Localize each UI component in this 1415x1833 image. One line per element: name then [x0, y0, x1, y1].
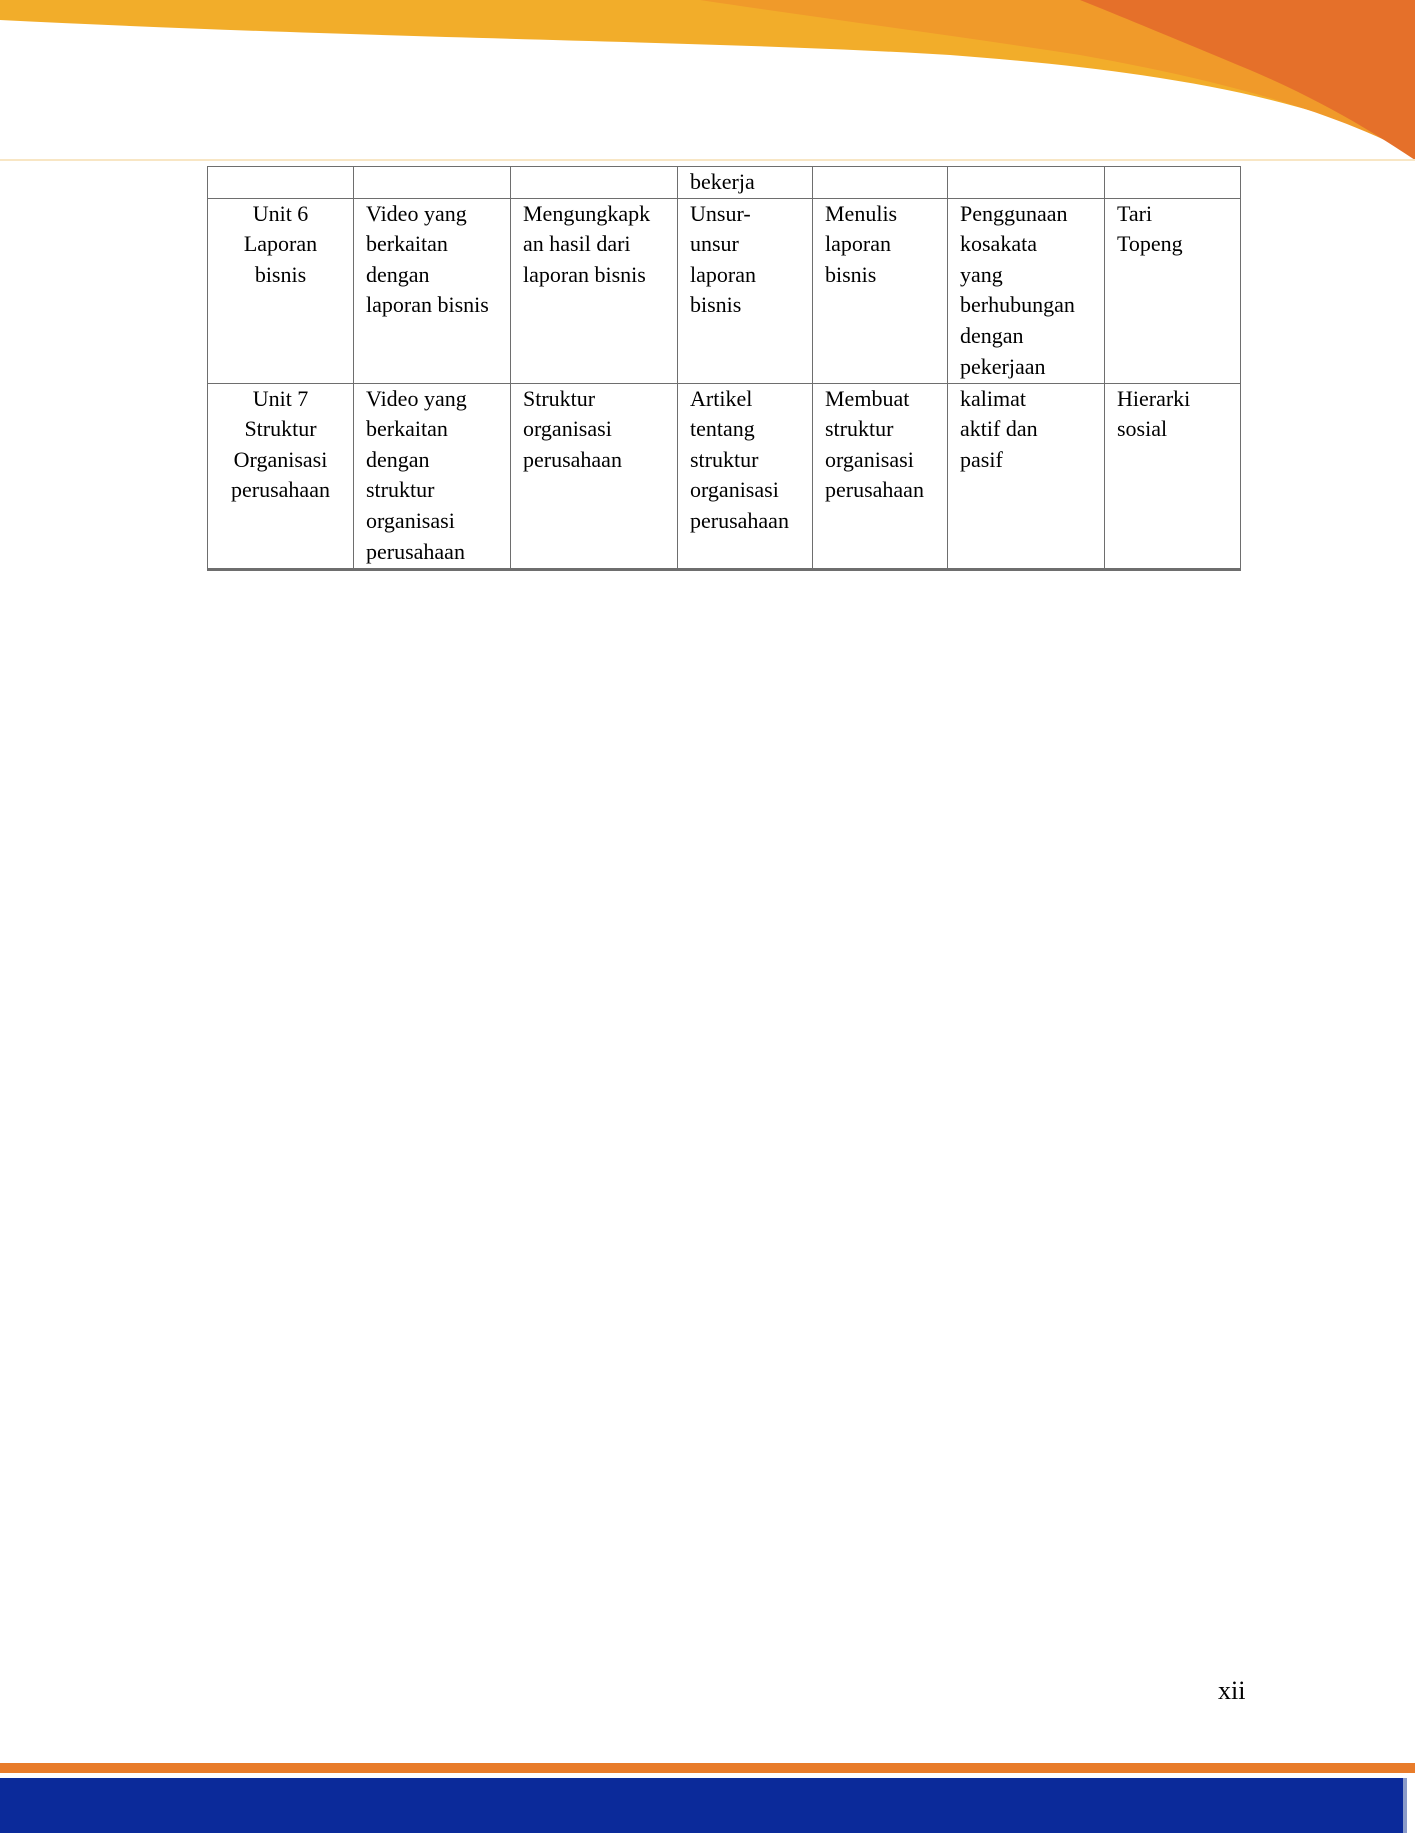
table-cell: Hierarki sosial	[1105, 383, 1241, 569]
table-cell: Video yang berkaitan dengan struktur organisasi perusahaan	[354, 383, 511, 569]
table-cell: Menulis laporan bisnis	[813, 198, 948, 383]
table-row-unit-7	[208, 383, 1241, 569]
table-cell: kalimat aktif dan pasif	[948, 383, 1105, 569]
table-cell: Video yang berkaitan dengan laporan bisnis	[354, 198, 511, 383]
header-wave-decoration	[0, 0, 1415, 170]
table-cell: Penggunaan kosakata yang berhubungan dengan pekerjaan	[948, 198, 1105, 383]
table-cell: Struktur organisasi perusahaan	[511, 383, 678, 569]
table-row-continuation	[208, 167, 1241, 199]
header-divider	[0, 159, 1415, 161]
table-cell	[948, 167, 1105, 199]
syllabus-table	[207, 166, 1241, 571]
table-row-unit-6	[208, 198, 1241, 383]
table-cell: Tari Topeng	[1105, 198, 1241, 383]
page-number: xii	[1218, 1676, 1246, 1705]
unit-cell: Unit 6 Laporan bisnis	[208, 198, 354, 383]
table-cell: Membuat struktur organisasi perusahaan	[813, 383, 948, 569]
table-cell: bekerja	[678, 167, 813, 199]
table-cell	[511, 167, 678, 199]
table-cell: Unsur- unsur laporan bisnis	[678, 198, 813, 383]
table-cell: Artikel tentang struktur organisasi perusahaan	[678, 383, 813, 569]
table-cell	[813, 167, 948, 199]
table-cell	[208, 167, 354, 199]
table-cell	[354, 167, 511, 199]
footer-orange-stripe	[0, 1763, 1415, 1773]
footer-blue-band	[0, 1778, 1407, 1833]
table-cell	[1105, 167, 1241, 199]
table-cell: Mengungkapk an hasil dari laporan bisnis	[511, 198, 678, 383]
unit-cell: Unit 7 Struktur Organisasi perusahaan	[208, 383, 354, 569]
